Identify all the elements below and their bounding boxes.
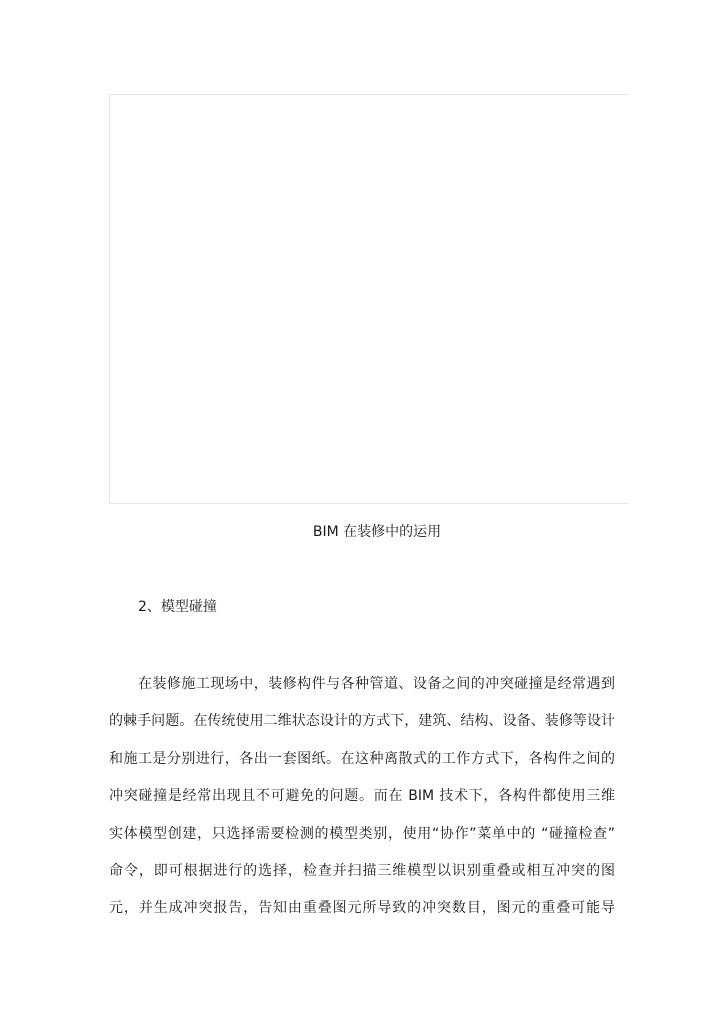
paragraph-line: 冲突碰撞是经常出现且不可避免的问题。而在 BIM 技术下，各构件都使用三维 [109, 788, 615, 804]
paragraph-line: 在装修施工现场中，装修构件与各种管道、设备之间的冲突碰撞是经常遇到 [138, 676, 615, 692]
paragraph-line: 元，并生成冲突报告，告知由重叠图元所导致的冲突数目，图元的重叠可能导 [109, 900, 615, 916]
paragraph-line: 的棘手问题。在传统使用二维状态设计的方式下，建筑、结构、设备、装修等设计 [109, 713, 615, 729]
figure-caption: BIM 在装修中的运用 [312, 524, 442, 540]
paragraph-line: 和施工是分别进行，各出一套图纸。在这种离散式的工作方式下，各构件之间的 [109, 751, 615, 767]
figure-image-placeholder [109, 94, 629, 504]
section-heading: 2、模型碰撞 [138, 599, 217, 615]
paragraph-line: 命令，即可根据进行的选择，检查并扫描三维模型以识别重叠或相互冲突的图 [109, 863, 615, 879]
paragraph-line: 实体模型创建，只选择需要检测的模型类别，使用“协作”菜单中的 “碰撞检查” [109, 826, 615, 842]
